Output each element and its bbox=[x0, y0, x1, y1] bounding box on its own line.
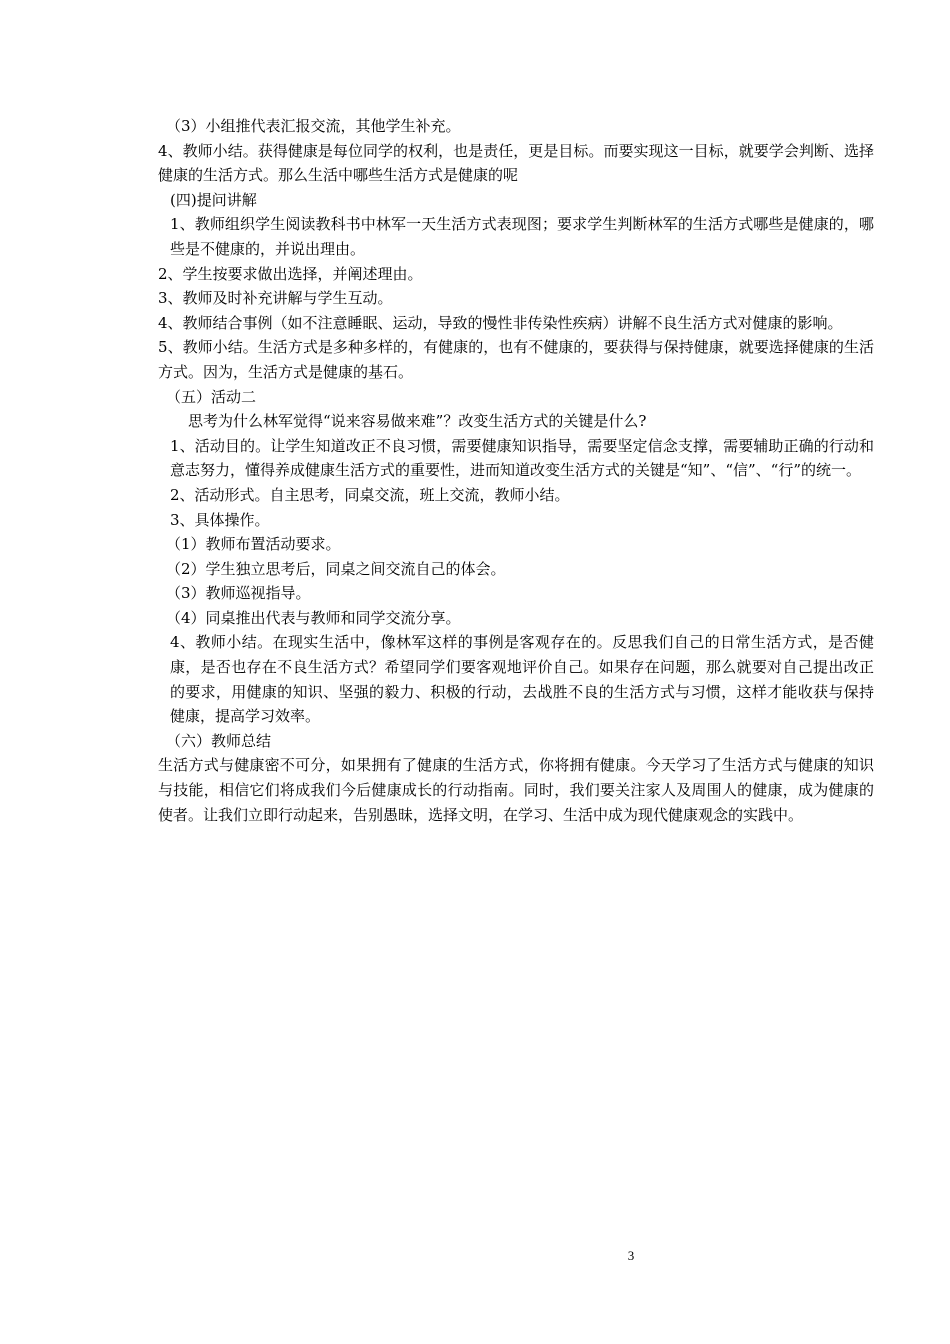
paragraph-teacher-summary-1: 4、教师小结。获得健康是每位同学的权利，也是责任，更是目标。而要实现这一目标，就要学会判断、选择健康的生活方式。那么生活中哪些生活方式是健康的呢 bbox=[158, 141, 874, 185]
paragraph-examples: 4、教师结合事例（如不注意睡眠、运动，导致的慢性非传染性疾病）讲解不良生活方式对健康的影响。 bbox=[158, 313, 843, 332]
paragraph-teacher-summary-2: 5、教师小结。生活方式是多种多样的，有健康的，也有不健康的，要获得与保持健康，就要选择健康的生活方式。因为，生活方式是健康的基石。 bbox=[158, 338, 874, 381]
paragraph-students-choose: 2、学生按要求做出选择，并阐述理由。 bbox=[158, 264, 423, 283]
paragraph-group-report: （3）小组推代表汇报交流，其他学生补充。 bbox=[166, 117, 461, 135]
paragraph-step-2: （2）学生独立思考后，同桌之间交流自己的体会。 bbox=[166, 559, 506, 578]
section-heading-questions: (四)提问讲解 bbox=[170, 190, 257, 209]
paragraph-conclusion: 生活方式与健康密不可分，如果拥有了健康的生活方式，你将拥有健康。今天学习了生活方式与健康的知识与技能，相信它们将成我们今后健康成长的行动指南。同时，我们要关注家人及周围人的健康，成为健康的使者。让我们立即行动起来，告别愚昧，选择文明，在学习、生活中成为现代健康观念的实践中。 bbox=[158, 756, 874, 824]
paragraph-teacher-explain: 3、教师及时补充讲解与学生互动。 bbox=[158, 289, 393, 308]
paragraph-activity-form: 2、活动形式。自主思考，同桌交流，班上交流，教师小结。 bbox=[170, 485, 570, 504]
page-number: 3 bbox=[627, 1248, 635, 1263]
paragraph-teacher-summary-3: 4、教师小结。在现实生活中，像林军这样的事例是客观存在的。反思我们自己的日常生活方式，是否健康，是否也存在不良生活方式？希望同学们要客观地评价自己。如果存在问题，那么就要对自己提出改正的要求，用健康的知识、坚强的毅力、积极的行动，去战胜不良的生活方式与习惯，这样才能收获与保持健康，提高学习效率。 bbox=[170, 633, 874, 726]
paragraph-step-1: （1）教师布置活动要求。 bbox=[166, 535, 341, 554]
paragraph-operation: 3、具体操作。 bbox=[170, 510, 270, 529]
document-body bbox=[158, 114, 874, 827]
paragraph-step-4: （4）同桌推出代表与教师和同学交流分享。 bbox=[166, 608, 461, 627]
paragraph-read-textbook: 1、教师组织学生阅读教科书中林军一天生活方式表现图；要求学生判断林军的生活方式哪些是健康的，哪些是不健康的，并说出理由。 bbox=[170, 215, 874, 258]
section-heading-activity-two: （五）活动二 bbox=[166, 387, 257, 406]
section-heading-summary: （六）教师总结 bbox=[166, 731, 272, 750]
paragraph-step-3: （3）教师巡视指导。 bbox=[166, 584, 311, 603]
paragraph-think-question: 思考为什么林军觉得“说来容易做来难”？改变生活方式的关键是什么? bbox=[188, 412, 647, 431]
paragraph-activity-purpose: 1、活动目的。让学生知道改正不良习惯，需要健康知识指导，需要坚定信念支撑，需要辅助正确的行动和意志努力，懂得养成健康生活方式的重要性，进而知道改变生活方式的关键是“知”、“信”、“行”的统一。 bbox=[170, 436, 874, 480]
